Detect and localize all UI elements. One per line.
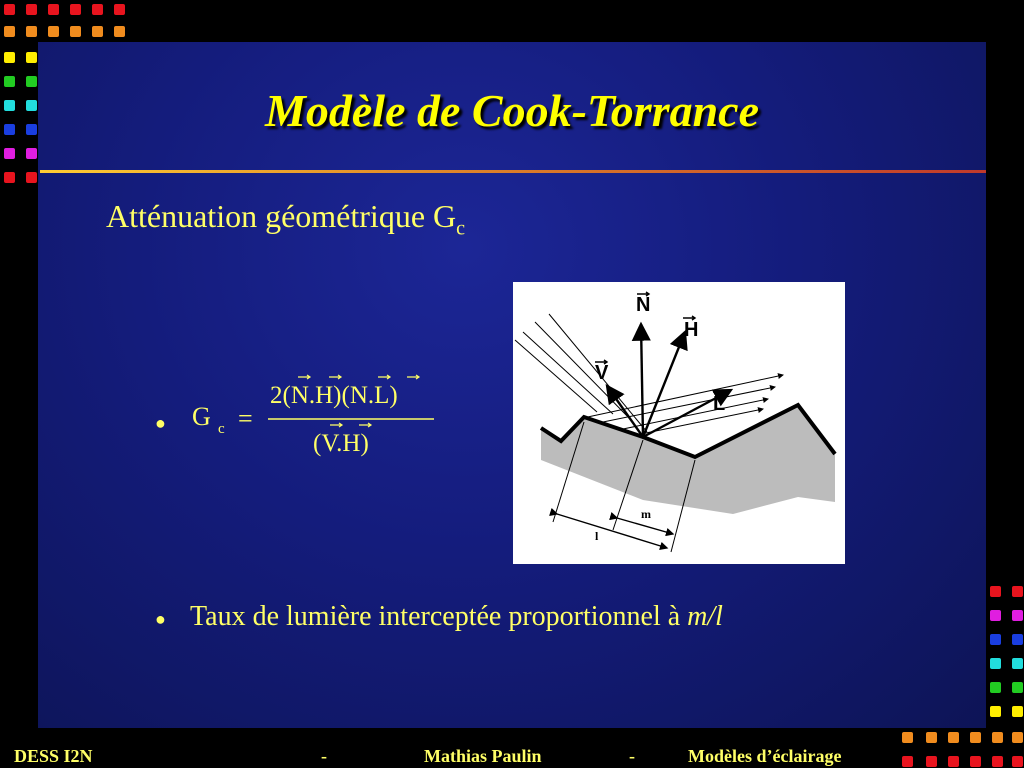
- decoration-square: [970, 732, 981, 743]
- decoration-square: [970, 756, 981, 767]
- label-l: L: [713, 393, 726, 415]
- decoration-square: [990, 610, 1001, 621]
- subtitle-text: Atténuation géométrique G: [106, 198, 457, 234]
- decoration-square: [114, 4, 125, 15]
- decoration-square: [26, 172, 37, 183]
- decoration-square: [4, 26, 15, 37]
- subtitle: [106, 198, 465, 240]
- decoration-square: [26, 100, 37, 111]
- decoration-square: [1012, 732, 1023, 743]
- footer-author: Mathias Paulin: [424, 746, 542, 766]
- decoration-square: [26, 76, 37, 87]
- decoration-square: [48, 4, 59, 15]
- bullet-text-2: [190, 601, 723, 633]
- normal-vectors: [607, 324, 731, 437]
- decoration-square: [4, 52, 15, 63]
- decoration-square: [926, 732, 937, 743]
- bullet-dot: ●: [155, 609, 166, 629]
- decoration-square: [990, 658, 1001, 669]
- microfacet-diagram: [513, 282, 845, 564]
- decoration-square: [902, 756, 913, 767]
- label-l-length: l: [595, 529, 599, 543]
- formula: [188, 355, 448, 475]
- formula-lhs: G: [192, 402, 211, 431]
- footer-separator: -: [321, 746, 327, 766]
- decoration-square: [1012, 756, 1023, 767]
- decoration-square: [1012, 706, 1023, 717]
- decoration-square: [1012, 682, 1023, 693]
- decoration-square: [902, 732, 913, 743]
- decoration-square: [990, 682, 1001, 693]
- bullet-dot: ●: [155, 413, 166, 433]
- footer-separator: -: [629, 746, 635, 766]
- microfacet-figure: [513, 282, 845, 564]
- label-n: N: [636, 294, 651, 316]
- measure-arrows: [557, 514, 673, 548]
- decoration-square: [1012, 586, 1023, 597]
- decoration-square: [48, 26, 59, 37]
- formula-denominator: (V.H): [313, 430, 369, 457]
- label-v: V: [595, 362, 609, 384]
- decoration-square: [1012, 634, 1023, 645]
- decoration-square: [114, 26, 125, 37]
- title-divider: [40, 170, 986, 173]
- formula-equals: =: [238, 404, 253, 433]
- decoration-square: [4, 100, 15, 111]
- decoration-square: [4, 148, 15, 159]
- decoration-square: [92, 26, 103, 37]
- decoration-square: [26, 52, 37, 63]
- label-h: H: [684, 319, 699, 341]
- decoration-square: [92, 4, 103, 15]
- bullet-2-text: Taux de lumière interceptée proportionnel à: [190, 601, 688, 632]
- formula-svg: [188, 355, 448, 475]
- label-m: m: [641, 507, 651, 521]
- label-arrows: [595, 292, 725, 394]
- subtitle-subscript: c: [456, 217, 466, 240]
- decoration-square: [4, 4, 15, 15]
- decoration-square: [990, 706, 1001, 717]
- decoration-square: [70, 4, 81, 15]
- bullet-2-italic: m/l: [687, 601, 723, 632]
- formula-lhs-subscript: c: [218, 421, 225, 437]
- decoration-square: [992, 732, 1003, 743]
- decoration-square: [992, 756, 1003, 767]
- decoration-square: [1012, 658, 1023, 669]
- decoration-square: [4, 76, 15, 87]
- decoration-square: [26, 4, 37, 15]
- slide-title: Modèle de Cook-Torrance: [264, 85, 760, 136]
- decoration-square: [926, 756, 937, 767]
- decoration-square: [4, 172, 15, 183]
- decoration-square: [4, 124, 15, 135]
- decoration-square: [990, 634, 1001, 645]
- formula-numerator: 2(N.H)(N.L): [270, 382, 398, 409]
- decoration-square: [26, 148, 37, 159]
- decoration-square: [26, 26, 37, 37]
- decoration-square: [70, 26, 81, 37]
- decoration-square: [990, 586, 1001, 597]
- footer-right: Modèles d’éclairage: [688, 746, 842, 766]
- decoration-square: [948, 756, 959, 767]
- footer-left: DESS I2N: [14, 746, 93, 766]
- decoration-square: [948, 732, 959, 743]
- decoration-square: [1012, 610, 1023, 621]
- decoration-square: [26, 124, 37, 135]
- surface-shadow: [541, 405, 835, 514]
